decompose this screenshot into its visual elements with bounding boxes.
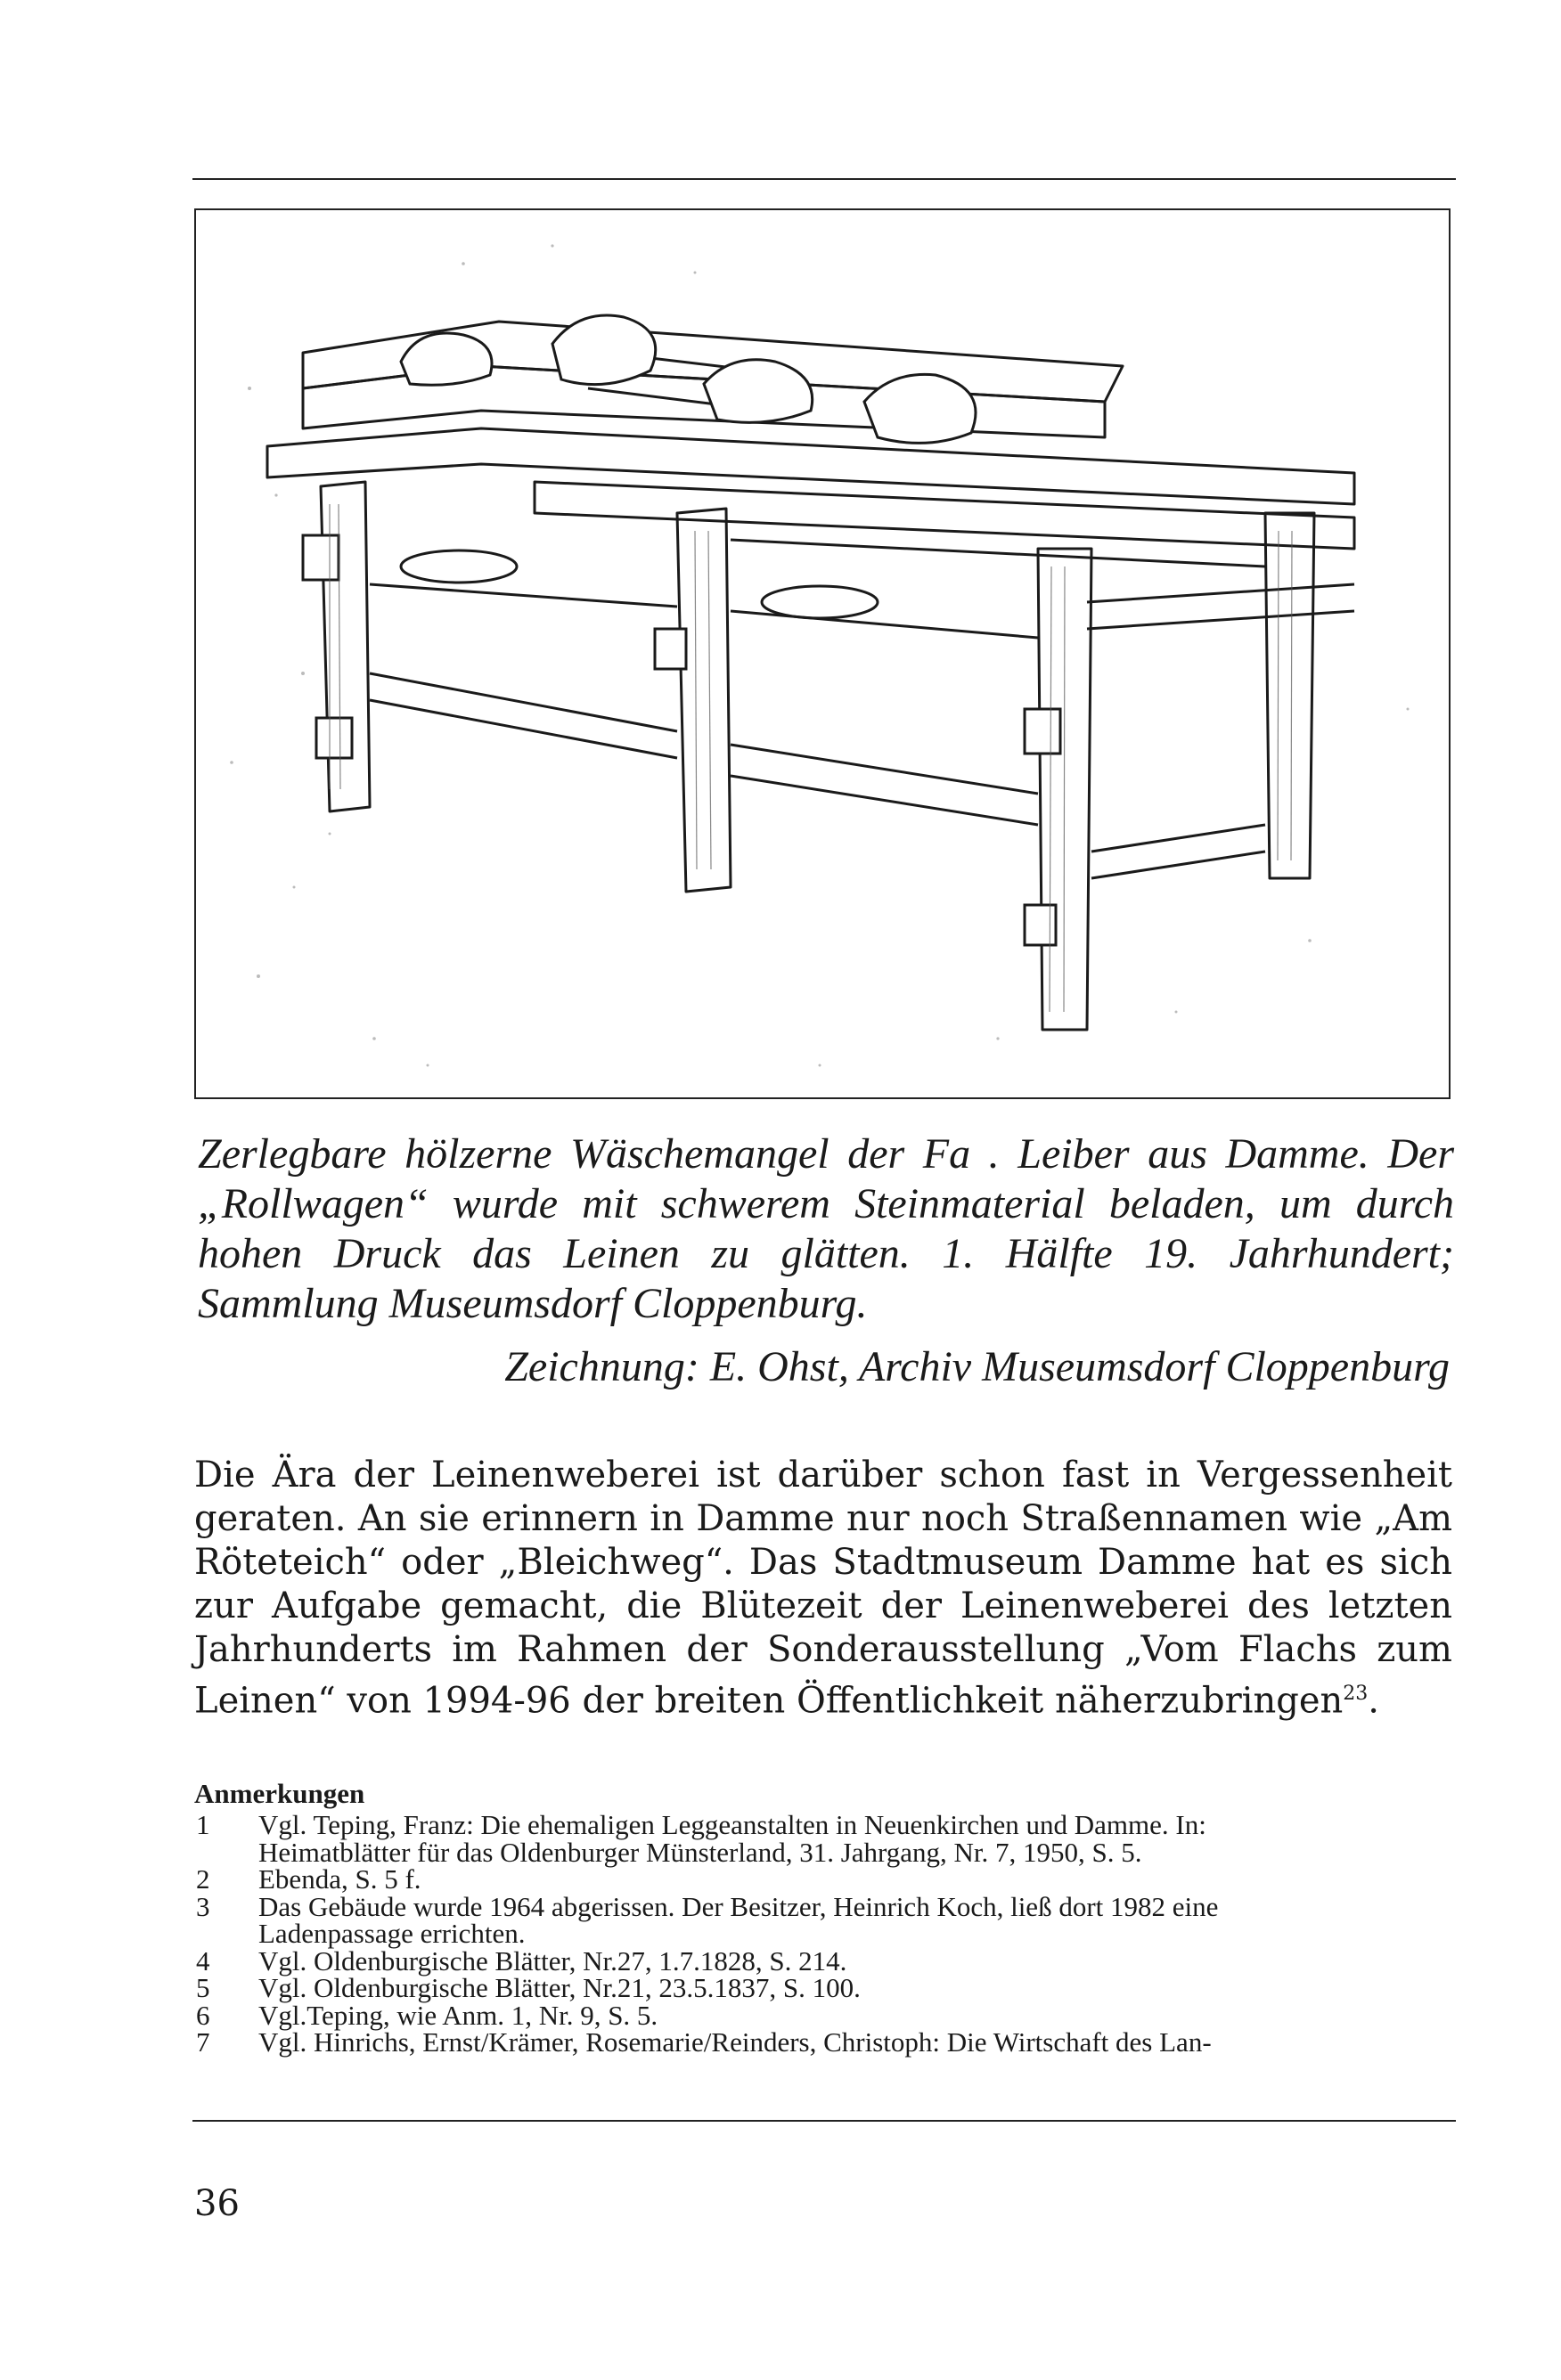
bottom-rule — [192, 2120, 1456, 2122]
note-number: 1 — [196, 1809, 210, 1840]
figure-credit: Zeichnung: E. Ohst, Archiv Museumsdorf Cloppenburg — [504, 1343, 1450, 1390]
note-item — [194, 2026, 1452, 2058]
note-line: Ebenda, S. 5 f. — [258, 1863, 421, 1895]
body-line: zur Aufgabe gemacht, die Blütezeit der Leinenweberei des letzten — [194, 1585, 1452, 1626]
note-text — [258, 1890, 1452, 1949]
footnote-ref: 23 — [1343, 1683, 1369, 1705]
figure-illustration — [194, 208, 1451, 1099]
body-line: Leinen“ von 1994-96 der breiten Öffentlichkeit näherzubringen — [194, 1680, 1344, 1722]
note-item — [194, 1809, 1452, 1868]
note-line: Vgl. Oldenburgische Blätter, Nr.27, 1.7.1828, S. 214. — [258, 1944, 847, 1977]
mangle-drawing — [196, 210, 1449, 1097]
note-item — [194, 1863, 1452, 1895]
body-line-last — [194, 1672, 1452, 1723]
notes-list — [194, 1809, 1452, 2058]
note-number: 3 — [196, 1890, 210, 1922]
body-paragraph — [194, 1454, 1452, 1723]
caption-line: Zerlegbare hölzerne Wäschemangel der Fa . Leiber aus Damme. Der — [198, 1130, 1454, 1178]
notes-heading: Anmerkungen — [194, 1778, 365, 1809]
note-text — [258, 1972, 1452, 2003]
note-line: Vgl.Teping, wie Anm. 1, Nr. 9, S. 5. — [258, 1999, 658, 2031]
body-line: Die Ära der Leinenweberei ist darüber schon fast in Vergessenheit — [194, 1455, 1452, 1496]
note-line: Das Gebäude wurde 1964 abgerissen. Der Besitzer, Heinrich Koch, ließ dort 1982 eine — [258, 1890, 1219, 1922]
note-line: Vgl. Oldenburgische Blätter, Nr.21, 23.5.1837, S. 100. — [258, 1972, 861, 2003]
body-line-end: . — [1368, 1680, 1379, 1722]
note-number: 7 — [196, 2026, 210, 2058]
note-text — [258, 1999, 1452, 2031]
note-line: Heimatblätter für das Oldenburger Münsterland, 31. Jahrgang, Nr. 7, 1950, S. 5. — [258, 1836, 1142, 1868]
note-number: 4 — [196, 1944, 210, 1977]
note-text — [258, 1944, 1452, 1977]
note-number: 6 — [196, 1999, 210, 2031]
note-item — [194, 1944, 1452, 1977]
note-item — [194, 1999, 1452, 2031]
top-rule — [192, 178, 1456, 180]
note-item — [194, 1972, 1452, 2003]
note-item — [194, 1890, 1452, 1949]
body-line: Jahrhunderts im Rahmen der Sonderausstellung „Vom Flachs zum — [194, 1629, 1452, 1670]
note-text — [258, 1809, 1452, 1868]
note-line: Ladenpassage errichten. — [258, 1918, 526, 1949]
body-line: Röteteich“ oder „Bleichweg“. Das Stadtmuseum Damme hat es sich — [194, 1542, 1452, 1583]
note-number: 5 — [196, 1972, 210, 2003]
caption-line: hohen Druck das Leinen zu glätten. 1. Hälfte 19. Jahrhundert; — [198, 1230, 1454, 1277]
figure-caption — [198, 1129, 1454, 1329]
caption-line: Sammlung Museumsdorf Cloppenburg. — [198, 1280, 868, 1327]
note-number: 2 — [196, 1863, 210, 1895]
caption-line: „Rollwagen“ wurde mit schwerem Steinmaterial beladen, um durch — [198, 1180, 1454, 1227]
note-line: Vgl. Hinrichs, Ernst/Krämer, Rosemarie/Reinders, Christoph: Die Wirtschaft des Lan- — [258, 2026, 1212, 2058]
body-line: geraten. An sie erinnern in Damme nur noch Straßennamen wie „Am — [194, 1498, 1452, 1539]
note-line: Vgl. Teping, Franz: Die ehemaligen Leggeanstalten in Neuenkirchen und Damme. In: — [258, 1809, 1206, 1840]
note-text — [258, 1863, 1452, 1895]
page-number: 36 — [194, 2183, 240, 2224]
note-text — [258, 2026, 1452, 2058]
